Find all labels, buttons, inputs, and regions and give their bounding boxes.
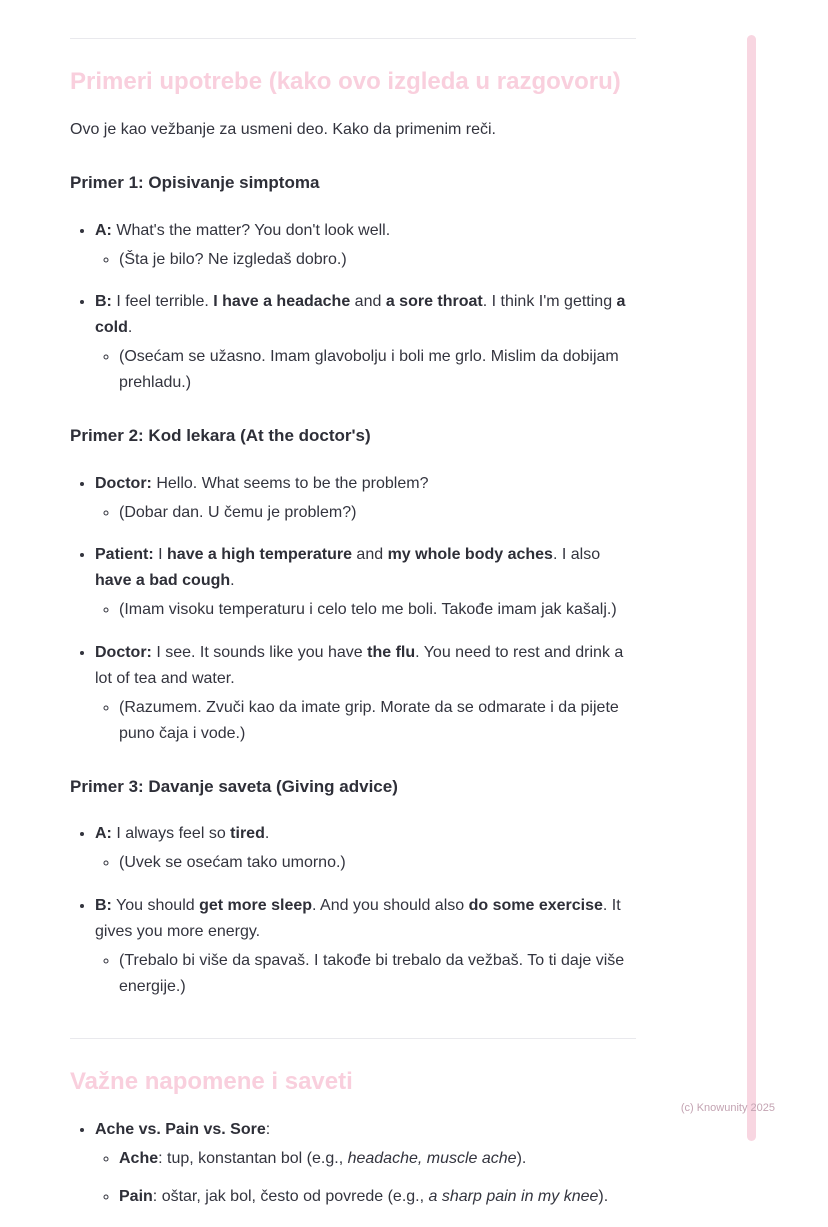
bold-text-run: B:	[95, 293, 112, 311]
sub-list	[95, 500, 636, 526]
text-run: . You need to rest and drink a lot of tea and water.	[95, 644, 624, 688]
text-run: .	[127, 319, 133, 337]
sub-list	[95, 948, 636, 1000]
italic-text-run: a sharp pain in my knee	[428, 1187, 599, 1205]
bold-text-run: have a bad cough	[95, 572, 231, 590]
bold-text-run: Patient:	[95, 546, 154, 564]
sub-list-item	[119, 1184, 636, 1210]
sub-list-item	[119, 1146, 636, 1172]
sub-list-item	[119, 695, 636, 747]
section-heading	[70, 1066, 636, 1097]
text-run: and	[351, 546, 388, 564]
bold-text-run: have a high temperature	[167, 546, 352, 564]
section-heading	[70, 66, 636, 97]
text-run: : tup, konstantan bol (e.g.,	[158, 1149, 348, 1167]
text-run: .	[230, 572, 235, 590]
bold-text-run: Pain	[119, 1187, 153, 1205]
text-run: You should	[111, 897, 200, 915]
subsection-heading	[70, 773, 636, 801]
text-run: ).	[516, 1149, 527, 1167]
text-run: Primer 1: Opisivanje simptoma	[70, 173, 320, 193]
paragraph	[70, 117, 636, 143]
sub-list-item	[119, 948, 636, 1000]
bold-text-run: I have a headache	[213, 293, 351, 311]
page-divider	[70, 38, 636, 39]
text-run: (Osećam se užasno. Imam glavobolju i boli me grlo. Mislim da dobijam prehladu.)	[119, 348, 619, 392]
list-item	[95, 218, 636, 273]
document-content	[70, 0, 636, 1227]
text-run: I	[153, 546, 168, 564]
bold-text-run: Ache vs. Pain vs. Sore	[95, 1120, 266, 1138]
sub-list	[95, 597, 636, 623]
text-run: (Šta je bilo? Ne izgledaš dobro.)	[119, 250, 347, 268]
list-item	[95, 821, 636, 876]
text-run: Hello. What seems to be the problem?	[151, 474, 429, 492]
sub-list	[95, 695, 636, 747]
text-run: Važne napomene i saveti	[70, 1067, 353, 1095]
list-item	[95, 893, 636, 1000]
list-item	[95, 542, 636, 623]
bold-text-run: a sore throat	[385, 293, 483, 311]
text-run: (Imam visoku temperaturu i celo telo me boli. Takođe imam jak kašalj.)	[119, 601, 617, 619]
text-run: . I think I'm getting	[482, 293, 617, 311]
text-run: I see. It sounds like you have	[151, 644, 368, 662]
sub-list-item	[119, 247, 636, 273]
text-run: I feel terrible.	[111, 293, 214, 311]
sub-list-item	[119, 597, 636, 623]
bullet-list	[70, 471, 636, 747]
sub-list	[95, 247, 636, 273]
bold-text-run: Doctor:	[95, 474, 152, 492]
text-run: . I also	[552, 546, 601, 564]
bold-text-run: Ache	[119, 1149, 159, 1167]
copyright-note: (c) Knowunity 2025	[680, 1102, 775, 1114]
italic-text-run: headache, muscle ache	[347, 1149, 517, 1167]
text-run: Primer 2: Kod lekara (At the doctor's)	[70, 426, 371, 446]
bold-text-run: my whole body aches	[387, 546, 553, 564]
text-run: . It gives you more energy.	[95, 897, 621, 940]
text-run: :	[265, 1120, 271, 1138]
sub-list-item	[119, 500, 636, 526]
text-run: (Uvek se osećam tako umorno.)	[119, 854, 346, 872]
bullet-list	[70, 821, 636, 999]
bold-text-run: A:	[95, 221, 112, 239]
list-item	[95, 640, 636, 747]
text-run: ).	[598, 1187, 609, 1205]
bold-text-run: get more sleep	[199, 897, 313, 915]
sub-list	[95, 850, 636, 876]
text-run: . And you should also	[312, 897, 469, 915]
bold-text-run: the flu	[367, 644, 416, 662]
sub-list-item	[119, 344, 636, 396]
list-item	[95, 471, 636, 526]
text-run: I always feel so	[111, 825, 231, 843]
bold-text-run: do some exercise	[468, 897, 603, 915]
text-run: (Razumem. Zvuči kao da imate grip. Morate da se odmarate i da pijete puno čaja i vode.)	[119, 698, 619, 742]
text-run: : oštar, jak bol, često od povrede (e.g.,	[152, 1187, 429, 1205]
sub-list	[95, 344, 636, 396]
list-item	[95, 289, 636, 396]
bold-text-run: Doctor:	[95, 644, 152, 662]
bullet-list	[70, 218, 636, 396]
bold-text-run: B:	[95, 897, 112, 915]
sub-list-item	[119, 850, 636, 876]
scrollbar-track[interactable]	[747, 35, 756, 1141]
list-item	[95, 1117, 636, 1210]
subsection-heading	[70, 169, 636, 197]
text-run: and	[350, 293, 386, 311]
bold-text-run: A:	[95, 825, 112, 843]
text-run: What's the matter? You don't look well.	[111, 221, 391, 239]
page-divider	[70, 1038, 636, 1039]
text-run: Primeri upotrebe (kako ovo izgleda u razgovoru)	[70, 68, 621, 95]
text-run: (Trebalo bi više da spavaš. I takođe bi trebalo da vežbaš. To ti daje više energije.)	[119, 951, 625, 995]
bold-text-run: tired	[230, 825, 265, 843]
bullet-list	[70, 1117, 636, 1210]
text-run: .	[264, 825, 270, 843]
subsection-heading	[70, 422, 636, 450]
sub-list	[95, 1146, 636, 1210]
bold-text-run: a cold	[95, 293, 626, 337]
text-run: Primer 3: Davanje saveta (Giving advice)	[70, 776, 398, 796]
text-run: (Dobar dan. U čemu je problem?)	[119, 503, 357, 521]
text-run: Ovo je kao vežbanje za usmeni deo. Kako da primenim reči.	[70, 121, 496, 139]
